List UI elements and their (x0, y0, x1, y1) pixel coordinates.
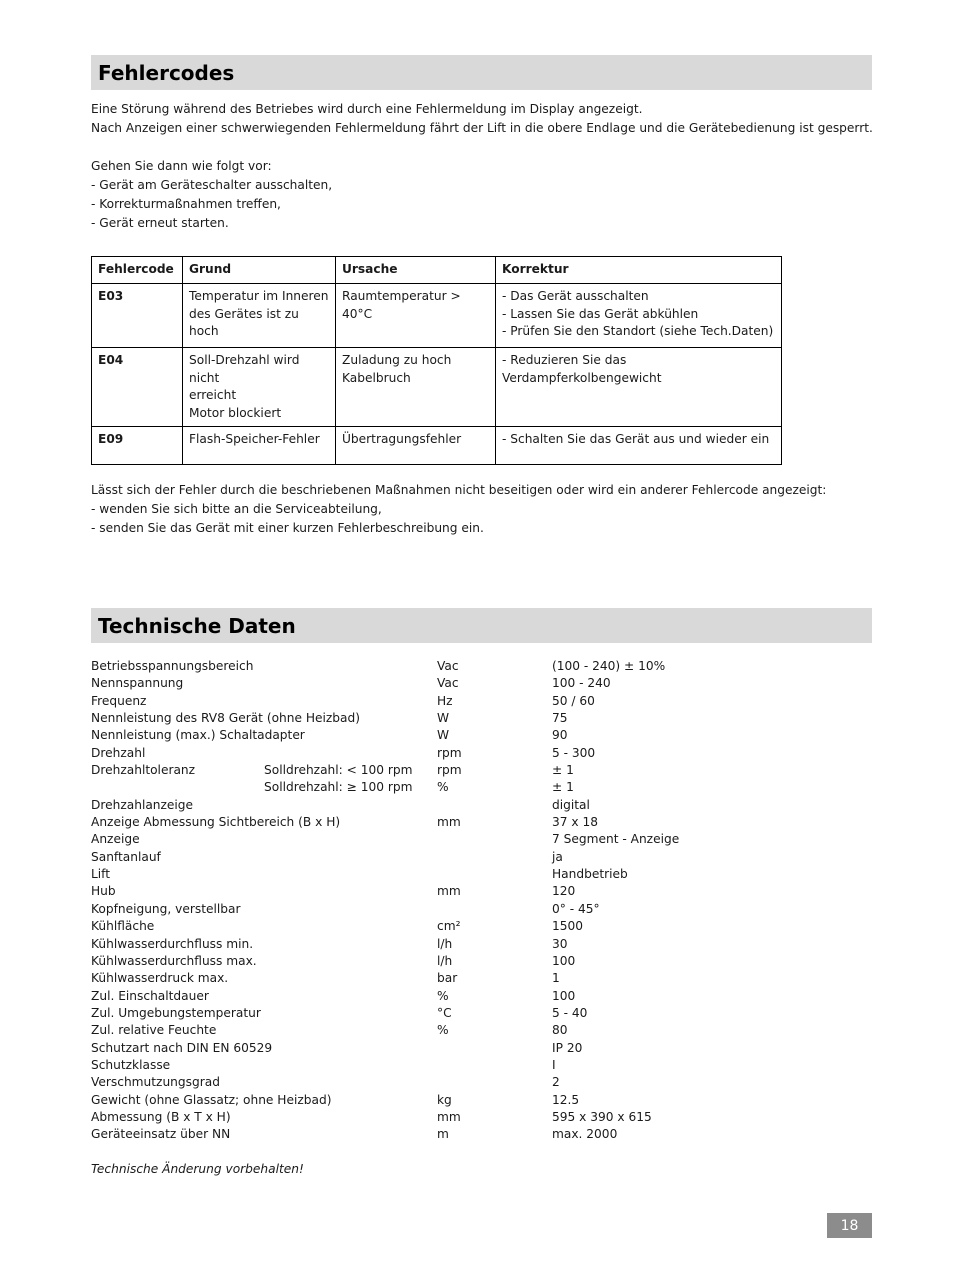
spec-label: Schutzart nach DIN EN 60529 (91, 1040, 273, 1055)
spec-row (91, 1126, 872, 1143)
cell-line: - Schalten Sie das Gerät aus und wieder ein (502, 432, 770, 446)
spec-value: 100 - 240 (552, 676, 611, 691)
spec-value: Handbetrieb (552, 867, 628, 882)
spec-row (91, 1074, 872, 1091)
spec-row (91, 849, 872, 866)
spec-value: 30 (552, 936, 568, 951)
document-page (91, 55, 872, 1176)
spec-row (91, 693, 872, 710)
spec-row (91, 779, 872, 796)
spec-row (91, 1109, 872, 1126)
spec-row (91, 988, 872, 1005)
cell-grund (183, 284, 336, 348)
spec-row (91, 1005, 872, 1022)
spec-row (91, 710, 872, 727)
spec-value: 100 (552, 988, 576, 1003)
spec-value: 37 x 18 (552, 815, 598, 830)
cell-line: - Das Gerät ausschalten (502, 289, 649, 303)
spec-label: Betriebsspannungsbereich (91, 659, 254, 673)
spec-value: 595 x 390 x 615 (552, 1109, 652, 1124)
spec-unit: l/h (437, 936, 453, 951)
spec-unit: kg (437, 1092, 452, 1107)
spec-unit: Vac (437, 659, 459, 673)
cell-korrektur (496, 427, 782, 465)
spec-row (91, 1057, 872, 1074)
header-grund: Grund (183, 257, 336, 284)
header-ursache: Ursache (336, 257, 496, 284)
spec-row (91, 831, 872, 848)
spec-unit: °C (437, 1005, 452, 1020)
spec-label: Kühlwasserdruck max. (91, 971, 229, 986)
spec-sublabel: Solldrehzahl: ≥ 100 rpm (264, 780, 413, 795)
spec-label: Nennleistung (max.) Schaltadapter (91, 728, 305, 743)
cell-ursache (336, 284, 496, 348)
cell-line: Temperatur im Inneren (189, 289, 329, 303)
cell-line: Kabelbruch (342, 370, 411, 385)
fehlercodes-after-text (91, 481, 872, 538)
technische-daten-heading: Technische Daten (91, 608, 872, 643)
spec-unit: Vac (437, 676, 459, 691)
spec-value: 1 (552, 971, 560, 986)
spec-label: Kühlfläche (91, 919, 155, 934)
spec-label: Gewicht (ohne Glassatz; ohne Heizbad) (91, 1092, 332, 1107)
spec-label: Nennspannung (91, 676, 184, 691)
spec-unit: bar (437, 971, 458, 986)
spec-label: Sanftanlauf (91, 849, 161, 864)
cell-line: Übertragungsfehler (342, 432, 462, 446)
fehlercodes-steps (91, 157, 872, 233)
spec-unit: mm (437, 815, 461, 830)
spec-value: 12.5 (552, 1092, 580, 1107)
spec-label: Nennleistung des RV8 Gerät (ohne Heizbad) (91, 711, 360, 726)
cell-line: Zuladung zu hoch (342, 353, 452, 367)
intro-line: Eine Störung während des Betriebes wird durch eine Fehlermeldung im Display angezeigt. (91, 102, 643, 116)
spec-unit: rpm (437, 745, 462, 760)
spec-row (91, 745, 872, 762)
cell-line: Raumtemperatur > 40°C (342, 289, 461, 321)
spec-row (91, 727, 872, 744)
cell-korrektur (496, 284, 782, 348)
table-row (92, 427, 782, 465)
cell-grund (183, 427, 336, 465)
spec-row (91, 970, 872, 987)
spec-label: Zul. relative Feuchte (91, 1023, 217, 1038)
cell-line: Soll-Drehzahl wird nicht (189, 353, 300, 385)
after-line: - senden Sie das Gerät mit einer kurzen Fehlerbeschreibung ein. (91, 521, 484, 535)
spec-value: 7 Segment - Anzeige (552, 832, 680, 847)
spec-label: Geräteeinsatz über NN (91, 1127, 231, 1142)
spec-label: Anzeige (91, 832, 140, 847)
spec-unit: m (437, 1127, 449, 1142)
spec-value: ± 1 (552, 780, 574, 795)
spec-label: Zul. Einschaltdauer (91, 988, 209, 1003)
spec-value: 100 (552, 953, 576, 968)
spec-row (91, 1092, 872, 1109)
spec-unit: % (437, 988, 449, 1003)
cell-korrektur (496, 348, 782, 427)
cell-line: - Reduzieren Sie das Verdampferkolbengewicht (502, 353, 662, 385)
after-line: Lässt sich der Fehler durch die beschriebenen Maßnahmen nicht beseitigen oder wird ein anderer Fehlercode angezeigt: (91, 483, 827, 497)
spec-label: Zul. Umgebungstemperatur (91, 1005, 261, 1020)
cell-ursache (336, 348, 496, 427)
spec-row (91, 936, 872, 953)
steps-line: - Gerät erneut starten. (91, 216, 229, 230)
spec-label: Lift (91, 867, 111, 882)
spec-sublabel: Solldrehzahl: < 100 rpm (264, 763, 413, 778)
spec-label: Kühlwasserdurchfluss min. (91, 936, 254, 951)
table-row (92, 284, 782, 348)
cell-line: - Prüfen Sie den Standort (siehe Tech.Daten) (502, 324, 774, 338)
spec-value: 50 / 60 (552, 693, 595, 708)
fehlercodes-intro (91, 100, 872, 138)
cell-grund (183, 348, 336, 427)
error-code: E03 (92, 284, 183, 348)
header-korrektur: Korrektur (496, 257, 782, 284)
spec-row (91, 797, 872, 814)
spec-unit: % (437, 1023, 449, 1038)
spec-label: Schutzklasse (91, 1057, 171, 1072)
spec-label: Drehzahltoleranz (91, 763, 196, 778)
header-fehlercode: Fehlercode (92, 257, 183, 284)
spec-label: Kopfneigung, verstellbar (91, 901, 241, 916)
spec-value: 5 - 40 (552, 1005, 588, 1020)
steps-line: Gehen Sie dann wie folgt vor: (91, 159, 272, 173)
spec-value: ja (552, 849, 563, 864)
spec-value: 1500 (552, 919, 584, 934)
spec-label: Hub (91, 884, 116, 899)
spec-value: max. 2000 (552, 1127, 618, 1142)
spec-label: Kühlwasserdurchfluss max. (91, 953, 257, 968)
cell-ursache (336, 427, 496, 465)
spec-row (91, 1040, 872, 1057)
spec-value: 90 (552, 728, 568, 743)
spec-row (91, 814, 872, 831)
spec-row (91, 918, 872, 935)
spec-row (91, 953, 872, 970)
spec-row (91, 901, 872, 918)
fehlercodes-heading: Fehlercodes (91, 55, 872, 90)
spec-value: 120 (552, 884, 576, 899)
spec-value: I (552, 1057, 556, 1072)
spec-value: 75 (552, 711, 568, 726)
spec-label: Anzeige Abmessung Sichtbereich (B x H) (91, 815, 341, 830)
spec-row (91, 658, 872, 675)
spec-row (91, 866, 872, 883)
spec-label: Drehzahl (91, 745, 146, 760)
spec-value: digital (552, 797, 590, 812)
cell-line: Flash-Speicher-Fehler (189, 432, 320, 446)
spec-unit: rpm (437, 763, 462, 778)
spec-value: IP 20 (552, 1040, 583, 1055)
spec-row (91, 1022, 872, 1039)
footnote: Technische Änderung vorbehalten! (91, 1161, 304, 1176)
cell-line: Motor blockiert (189, 405, 282, 420)
spec-label: Drehzahlanzeige (91, 797, 194, 812)
cell-line: - Lassen Sie das Gerät abkühlen (502, 306, 699, 321)
spec-unit: l/h (437, 953, 453, 968)
after-line: - wenden Sie sich bitte an die Serviceabteilung, (91, 502, 382, 516)
cell-line: des Gerätes ist zu hoch (189, 306, 299, 338)
spec-value: 80 (552, 1023, 568, 1038)
table-row (92, 348, 782, 427)
spec-value: 2 (552, 1075, 560, 1090)
spec-value: 5 - 300 (552, 745, 596, 760)
page-number: 18 (827, 1213, 872, 1238)
spec-label: Verschmutzungsgrad (91, 1075, 220, 1090)
spec-unit: mm (437, 884, 461, 899)
error-code: E04 (92, 348, 183, 427)
spec-unit: % (437, 780, 449, 795)
spec-row (91, 762, 872, 779)
error-code-table (91, 256, 782, 465)
spec-value: ± 1 (552, 763, 574, 778)
spec-unit: mm (437, 1109, 461, 1124)
spec-list (91, 658, 872, 1144)
spec-unit: Hz (437, 693, 453, 708)
table-header-row (92, 257, 782, 284)
intro-line: Nach Anzeigen einer schwerwiegenden Fehlermeldung fährt der Lift in die obere Endlage und die Gerätebedienung ist gesperrt. (91, 121, 873, 135)
spec-row (91, 675, 872, 692)
spec-value: 0° - 45° (552, 901, 600, 916)
spec-unit: cm² (437, 919, 461, 934)
spec-value: (100 - 240) ± 10% (552, 659, 666, 673)
steps-line: - Korrekturmaßnahmen treffen, (91, 197, 281, 211)
steps-line: - Gerät am Geräteschalter ausschalten, (91, 178, 333, 192)
error-code: E09 (92, 427, 183, 465)
spec-unit: W (437, 728, 450, 743)
spec-row (91, 883, 872, 900)
cell-line: erreicht (189, 388, 237, 402)
spec-label: Abmessung (B x T x H) (91, 1109, 231, 1124)
spec-label: Frequenz (91, 693, 147, 708)
spec-unit: W (437, 711, 450, 726)
